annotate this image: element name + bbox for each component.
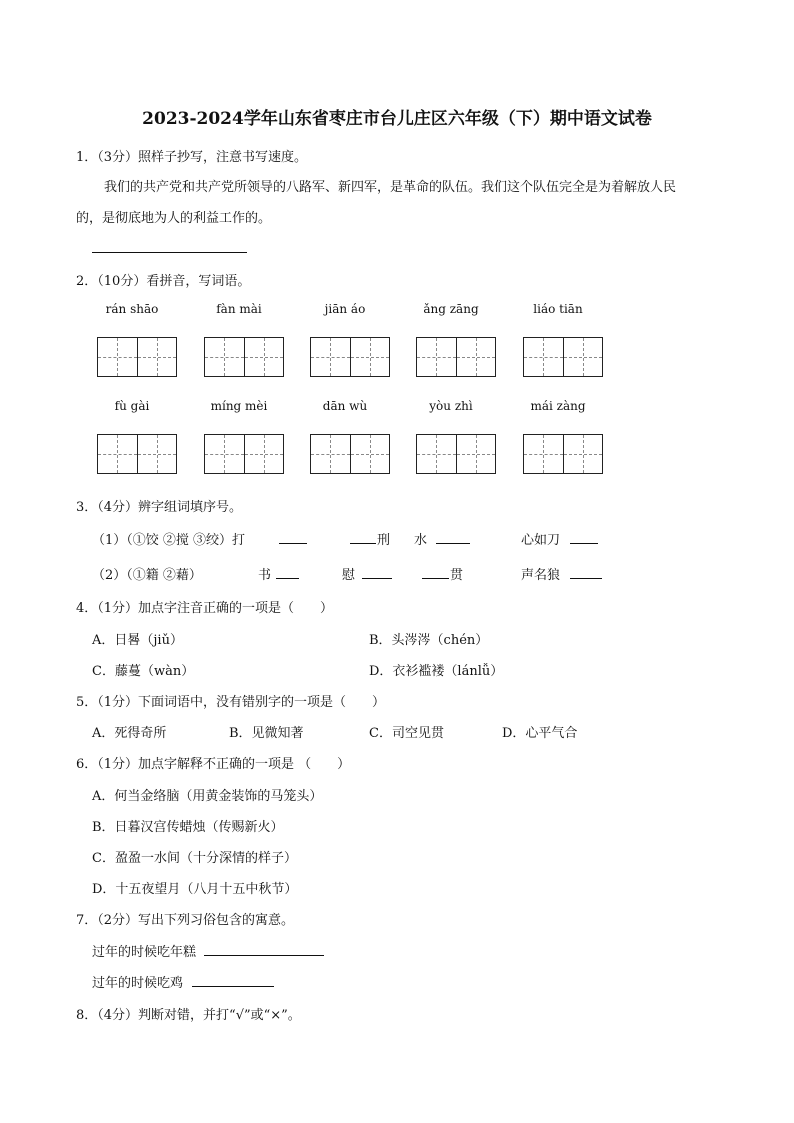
option-d[interactable]: D．心平气合	[502, 726, 578, 741]
question-1-answer-line[interactable]	[92, 240, 247, 253]
option-a[interactable]: A．日晷（jiǔ）	[92, 633, 183, 648]
answer-blank[interactable]	[422, 566, 449, 579]
question-3-word: 贯	[450, 568, 464, 583]
answer-blank[interactable]	[279, 531, 307, 544]
question-3-word: 书	[258, 568, 272, 583]
question-8-heading: 8．（4分）判断对错，并打“√”或“×”。	[76, 1008, 301, 1023]
question-3-word: 慰	[342, 568, 356, 583]
writing-grid[interactable]	[523, 337, 603, 377]
question-7-item-2: 过年的时候吃鸡	[92, 976, 184, 991]
question-3-word: 声名狼	[521, 568, 561, 583]
question-1-passage-line-1: 我们的共产党和共产党所领导的八路军、新四军，是革命的队伍。我们这个队伍完全是为着解放人民	[104, 180, 677, 195]
pinyin-label: jiān áo	[324, 302, 366, 316]
question-1-passage-line-2: 的，是彻底地为人的利益工作的。	[76, 211, 272, 226]
writing-grid[interactable]	[310, 337, 390, 377]
answer-blank[interactable]	[204, 943, 324, 956]
pinyin-label: yòu zhì	[429, 399, 473, 413]
question-5-heading: 5．（1分）下面词语中，没有错别字的一项是（ ）	[76, 695, 386, 710]
question-1-heading: 1．（3分）照样子抄写，注意书写速度。	[76, 150, 308, 165]
page-title: 2023-2024学年山东省枣庄市台儿庄区六年级（下）期中语文试卷	[142, 109, 652, 129]
writing-grid[interactable]	[97, 337, 177, 377]
option-a[interactable]: A．何当金络脑（用黄金装饰的马笼头）	[92, 789, 323, 804]
answer-blank[interactable]	[350, 531, 376, 544]
question-3-word: 水	[414, 533, 428, 548]
pinyin-label: ǎng zāng	[423, 302, 479, 316]
writing-grid[interactable]	[416, 337, 496, 377]
writing-grid[interactable]	[523, 434, 603, 474]
pinyin-label: liáo tiān	[533, 302, 583, 316]
option-c[interactable]: C．藤蔓（wàn）	[92, 664, 195, 679]
question-3-line-2-prefix: （2）（①籍 ②藉）	[92, 568, 202, 583]
pinyin-label: dān wù	[322, 399, 368, 413]
writing-grid[interactable]	[310, 434, 390, 474]
answer-blank[interactable]	[570, 566, 602, 579]
option-a[interactable]: A．死得奇所	[92, 726, 167, 741]
option-b[interactable]: B．见微知著	[229, 726, 304, 741]
question-7-item-1: 过年的时候吃年糕	[92, 945, 197, 960]
pinyin-label: mái zàng	[530, 399, 586, 413]
writing-grid[interactable]	[97, 434, 177, 474]
answer-blank[interactable]	[192, 974, 274, 987]
option-d[interactable]: D．衣衫褴褛（lánlǚ）	[369, 664, 504, 679]
answer-blank[interactable]	[276, 566, 299, 579]
writing-grid[interactable]	[416, 434, 496, 474]
question-3-line-1-prefix: （1）（①饺 ②搅 ③绞）打	[92, 533, 246, 548]
option-b[interactable]: B．日暮汉宫传蜡烛（传赐新火）	[92, 820, 284, 835]
answer-blank[interactable]	[570, 531, 598, 544]
question-3-word: 心如刀	[521, 533, 561, 548]
writing-grid[interactable]	[204, 434, 284, 474]
question-3-word: 刑	[377, 533, 391, 548]
question-3-heading: 3．（4分）辨字组词填序号。	[76, 500, 243, 515]
question-6-heading: 6．（1分）加点字解释不正确的一项是 （ ）	[76, 757, 351, 772]
option-d[interactable]: D．十五夜望月（八月十五中秋节）	[92, 882, 298, 897]
pinyin-label: fù gài	[114, 399, 150, 413]
question-2-heading: 2．（10分）看拼音，写词语。	[76, 274, 251, 289]
answer-blank[interactable]	[436, 531, 470, 544]
question-4-heading: 4．（1分）加点字注音正确的一项是（ ）	[76, 601, 334, 616]
answer-blank[interactable]	[362, 566, 392, 579]
pinyin-label: rán shāo	[105, 302, 159, 316]
pinyin-label: míng mèi	[210, 399, 268, 413]
writing-grid[interactable]	[204, 337, 284, 377]
pinyin-label: fàn mài	[216, 302, 262, 316]
option-b[interactable]: B．头涔涔（chén）	[369, 633, 489, 648]
option-c[interactable]: C．司空见贯	[369, 726, 444, 741]
question-7-heading: 7．（2分）写出下列习俗包含的寓意。	[76, 913, 295, 928]
option-c[interactable]: C．盈盈一水间（十分深情的样子）	[92, 851, 297, 866]
